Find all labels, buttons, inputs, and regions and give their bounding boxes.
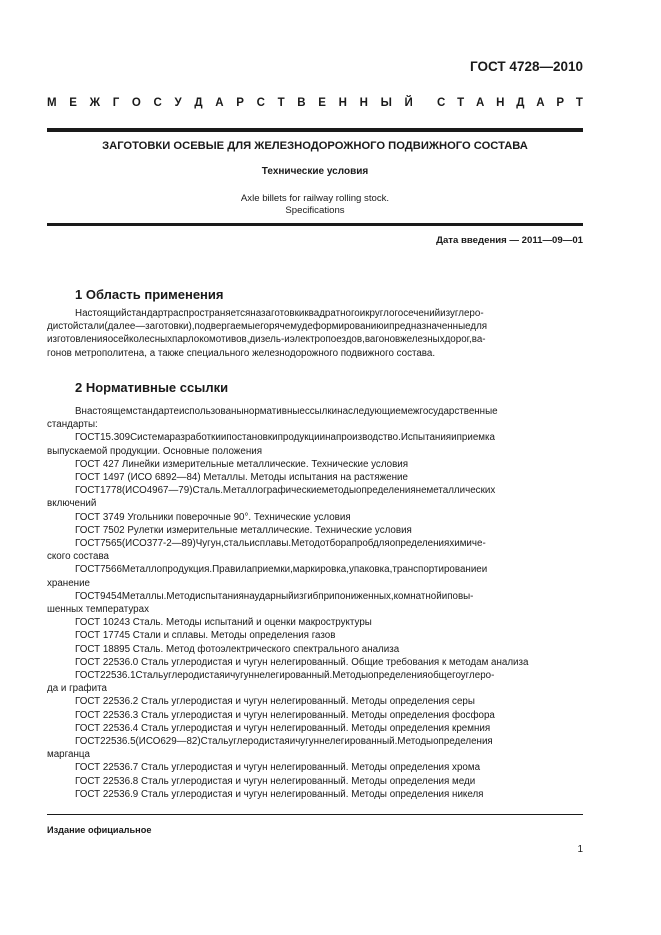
- reference-line: включений: [47, 498, 97, 510]
- word: на: [325, 432, 336, 444]
- reference-line: ГОСТ 18895 Сталь. Метод фотоэлектрического спектрального анализа: [75, 643, 400, 655]
- kind-word-interstate: [47, 97, 413, 109]
- word: вагонов: [364, 334, 401, 346]
- banner-letter: Д: [194, 97, 203, 109]
- word: на: [243, 590, 255, 602]
- word: использованы: [178, 406, 244, 417]
- word: определения: [433, 736, 493, 748]
- banner-letter: А: [475, 97, 485, 109]
- word: проб: [351, 538, 373, 550]
- word: определения: [389, 538, 450, 550]
- word: углеродистая: [228, 736, 290, 748]
- word: общего: [427, 670, 461, 682]
- banner-letter: Е: [318, 97, 327, 109]
- word: для: [372, 538, 390, 550]
- word: ГОСТ: [75, 432, 101, 444]
- word: Металлографические: [222, 485, 322, 497]
- word: межгосударственные: [400, 406, 498, 417]
- word: 22536.5: [100, 736, 136, 748]
- word: дорог,: [444, 334, 472, 346]
- word: и: [441, 590, 448, 602]
- word: упаковка,: [348, 564, 393, 576]
- introduction-date: Дата введения — 2011—09—01: [436, 235, 583, 246]
- reference-line: [47, 431, 583, 444]
- reference-line: ГОСТ 22536.9 Сталь углеродистая и чугун нелегированный. Методы определения никеля: [75, 788, 484, 800]
- word: нелегированный.: [253, 670, 333, 682]
- word: ГОСТ: [75, 736, 101, 748]
- word: повы-: [447, 590, 474, 602]
- word: и: [220, 432, 227, 444]
- banner-letter: Е: [69, 97, 78, 109]
- word: Метод: [166, 590, 196, 602]
- word: осей: [107, 334, 129, 346]
- word: ударный: [254, 590, 294, 602]
- kind-word-standard: [437, 97, 583, 109]
- reference-line: [47, 484, 583, 497]
- word: дизель-: [249, 334, 285, 346]
- word: углеродистая: [163, 670, 225, 682]
- banner-letter: Н: [338, 97, 348, 109]
- reference-line: ГОСТ 22536.4 Сталь углеродистая и чугун нелегированный. Методы определения кремния: [75, 722, 491, 734]
- standard-kind-banner: [47, 97, 583, 109]
- word: —: [135, 321, 146, 333]
- reference-line: ГОСТ 22536.0 Сталь углеродистая и чугун нелегированный. Общие требования к методам анализа: [75, 656, 529, 668]
- word: заготовки),: [145, 321, 195, 333]
- word: дистой: [47, 321, 79, 333]
- banner-letter: Й: [404, 97, 413, 109]
- word: 7565: [100, 538, 122, 550]
- reference-line: [47, 669, 583, 682]
- word: 4967—79): [146, 485, 193, 497]
- word: распространяется: [167, 308, 251, 319]
- word: В: [75, 406, 82, 417]
- word: определения: [356, 485, 416, 497]
- word: изготовления: [47, 334, 108, 346]
- reference-line: ГОСТ 1497 (ИСО 6892—84) Металлы. Методы испытания на растяжение: [75, 472, 408, 484]
- word: и: [481, 564, 488, 576]
- reference-line: ГОСТ 10243 Сталь. Методы испытаний и оценки макроструктуры: [75, 617, 372, 629]
- banner-letter: О: [131, 97, 141, 109]
- word: определения: [367, 670, 428, 682]
- word: предназначенные: [389, 321, 471, 333]
- word: и: [359, 308, 366, 319]
- word: 1778: [100, 485, 122, 497]
- word: углеро-: [450, 308, 484, 319]
- reference-line: ГОСТ 22536.7 Сталь углеродистая и чугун нелегированный. Методы определения хрома: [75, 762, 481, 774]
- reference-line: [47, 590, 583, 603]
- word: горячему: [260, 321, 302, 333]
- banner-letter: В: [297, 97, 306, 109]
- word: Чугун,: [195, 538, 224, 550]
- word: и: [451, 432, 457, 444]
- word: Металлопродукция.: [121, 564, 213, 576]
- section-1-body: [47, 307, 583, 360]
- reference-line: ГОСТ 427 Линейки измерительные металлические. Технические условия: [75, 458, 409, 470]
- word: продукции: [277, 432, 326, 444]
- page-number: 1: [577, 844, 583, 855]
- word: транспортирование: [392, 564, 482, 576]
- word: на: [250, 308, 262, 319]
- word: Правила: [212, 564, 252, 576]
- reference-line: стандарты:: [47, 419, 98, 431]
- banner-letter: С: [437, 97, 446, 109]
- word: Сталь: [135, 670, 164, 682]
- text-line: [47, 307, 583, 320]
- word: и: [383, 321, 390, 333]
- banner-letter: А: [215, 97, 224, 109]
- word: колесных: [129, 334, 173, 346]
- text-line: [47, 333, 583, 346]
- word: неметаллических: [415, 485, 496, 497]
- official-edition-note: Издание официальное: [47, 825, 152, 835]
- word: чугун: [295, 736, 320, 748]
- word: 9454: [100, 590, 122, 602]
- document-page: [47, 0, 583, 935]
- reference-line: ГОСТ 22536.8 Сталь углеродистая и чугун нелегированный. Методы определения меди: [75, 775, 476, 787]
- banner-letter: Ы: [380, 97, 392, 109]
- banner-letter: Т: [457, 97, 465, 109]
- reference-line: ГОСТ 22536.3 Сталь углеродистая и чугун нелегированный. Методы определения фосфора: [75, 709, 495, 721]
- banner-letter: Р: [236, 97, 244, 109]
- banner-letter: Г: [112, 97, 120, 109]
- word: (ИСО: [121, 538, 147, 550]
- word: стандарт: [126, 308, 168, 319]
- banner-letter: М: [47, 97, 57, 109]
- banner-letter: А: [536, 97, 545, 109]
- bottom-rule: [47, 223, 583, 226]
- top-rule: [47, 128, 583, 132]
- word: нелегированный.: [319, 736, 398, 748]
- banner-letter: Т: [575, 97, 583, 109]
- word: и: [249, 538, 255, 550]
- reference-line: [47, 735, 583, 748]
- banner-letter: С: [153, 97, 162, 109]
- reference-line: да и графита: [47, 683, 107, 695]
- reference-line: ского состава: [47, 551, 109, 563]
- word: Испытания: [400, 432, 452, 444]
- word: (ИСО: [121, 485, 147, 497]
- word: пониженных,: [334, 590, 394, 602]
- word: железных: [400, 334, 445, 346]
- word: деформированию: [301, 321, 384, 333]
- word: Сталь: [200, 736, 229, 748]
- banner-letter: У: [174, 97, 182, 109]
- word: Настоящий: [75, 308, 127, 319]
- word: следующие: [348, 406, 401, 417]
- word: ГОСТ: [75, 590, 101, 602]
- word: Методы: [332, 670, 368, 682]
- word: и: [284, 334, 290, 346]
- english-title: [47, 193, 583, 217]
- word: (ИСО: [135, 736, 161, 748]
- word: Система: [130, 432, 170, 444]
- reference-line: ГОСТ 22536.2 Сталь углеродистая и чугун нелегированный. Методы определения серы: [75, 696, 475, 708]
- reference-line: ГОСТ 17745 Стали и сплавы. Методы определения газов: [75, 630, 336, 642]
- banner-letter: Н: [496, 97, 505, 109]
- banner-letter: С: [256, 97, 265, 109]
- word: Сталь.: [192, 485, 223, 497]
- word: углеро-: [460, 670, 495, 682]
- word: стандарте: [132, 406, 179, 417]
- section-2-heading: 2 Нормативные ссылки: [75, 380, 229, 395]
- word: электропоездов,: [289, 334, 365, 346]
- word: пар: [172, 334, 188, 346]
- english-title-line: Axle billets for railway rolling stock.: [240, 193, 390, 204]
- word: постановки: [226, 432, 278, 444]
- word: из: [440, 308, 451, 319]
- word: методы: [321, 485, 357, 497]
- word: на: [337, 406, 349, 417]
- word: стали: [78, 321, 105, 333]
- banner-letter: Р: [556, 97, 565, 109]
- reference-line: [47, 537, 583, 550]
- word: сталь: [223, 538, 250, 550]
- word: ГОСТ: [75, 538, 101, 550]
- word: сечений: [403, 308, 441, 319]
- banner-letter: Д: [516, 97, 525, 109]
- document-title: ЗАГОТОВКИ ОСЕВЫЕ ДЛЯ ЖЕЛЕЗНОДОРОЖНОГО ПОДВИЖНОГО СОСТАВА: [102, 140, 528, 152]
- reference-line: хранение: [47, 577, 90, 589]
- word: локомотивов,: [187, 334, 250, 346]
- word: отбора: [319, 538, 352, 550]
- word: 377-2—89): [146, 538, 196, 550]
- reference-line: шенных температурах: [47, 604, 149, 616]
- word: квадратного: [304, 308, 360, 319]
- word: комнатной: [393, 590, 442, 602]
- reference-line: марганца: [47, 749, 90, 761]
- banner-letter: Т: [277, 97, 285, 109]
- text-line: гонов метрополитена, а также специального железнодорожного подвижного состава.: [47, 347, 436, 359]
- section-2-body: [47, 405, 583, 801]
- word: (далее: [104, 321, 136, 333]
- word: изгиб: [293, 590, 319, 602]
- word: приемка: [456, 432, 495, 444]
- word: и: [289, 736, 296, 748]
- word: разработки: [169, 432, 221, 444]
- word: сплавы.: [254, 538, 292, 550]
- reference-line: ГОСТ 3749 Угольники поверочные 90°. Технические условия: [75, 511, 351, 523]
- footer-rule: [47, 814, 583, 815]
- word: заготовки: [261, 308, 305, 319]
- document-subtitle: Технические условия: [261, 166, 369, 177]
- reference-line: выпускаемой продукции. Основные положения: [47, 445, 263, 457]
- word: нормативные: [243, 406, 305, 417]
- word: 22536.1: [100, 670, 136, 682]
- reference-line: [47, 563, 583, 576]
- word: ва-: [471, 334, 486, 346]
- word: Металлы.: [121, 590, 167, 602]
- word: химиче-: [449, 538, 486, 550]
- word: подвергаемые: [194, 321, 261, 333]
- word: 7566: [100, 564, 122, 576]
- text-line: [47, 320, 583, 333]
- word: и: [224, 670, 231, 682]
- word: Метод: [291, 538, 320, 550]
- word: Методы: [397, 736, 434, 748]
- word: приемки,: [251, 564, 293, 576]
- word: ссылки: [304, 406, 338, 417]
- word: чугун: [230, 670, 254, 682]
- word: ГОСТ: [75, 670, 101, 682]
- word: маркировка,: [292, 564, 349, 576]
- word: производство.: [335, 432, 401, 444]
- banner-letter: Н: [359, 97, 368, 109]
- word: настоящем: [81, 406, 133, 417]
- reference-line: ГОСТ 7502 Рулетки измерительные металлические. Технические условия: [75, 524, 412, 536]
- standard-code: ГОСТ 4728—2010: [470, 59, 583, 74]
- word: для: [470, 321, 488, 333]
- word: испытания: [195, 590, 244, 602]
- section-1-heading: 1 Область применения: [75, 287, 224, 302]
- word: 629—82): [160, 736, 201, 748]
- english-title-line: Specifications: [285, 205, 345, 216]
- word: ГОСТ: [75, 485, 101, 497]
- word: при: [318, 590, 335, 602]
- word: 15.309: [100, 432, 131, 444]
- banner-letter: Ж: [89, 97, 101, 109]
- reference-line: [47, 405, 583, 418]
- word: ГОСТ: [75, 564, 101, 576]
- word: круглого: [365, 308, 404, 319]
